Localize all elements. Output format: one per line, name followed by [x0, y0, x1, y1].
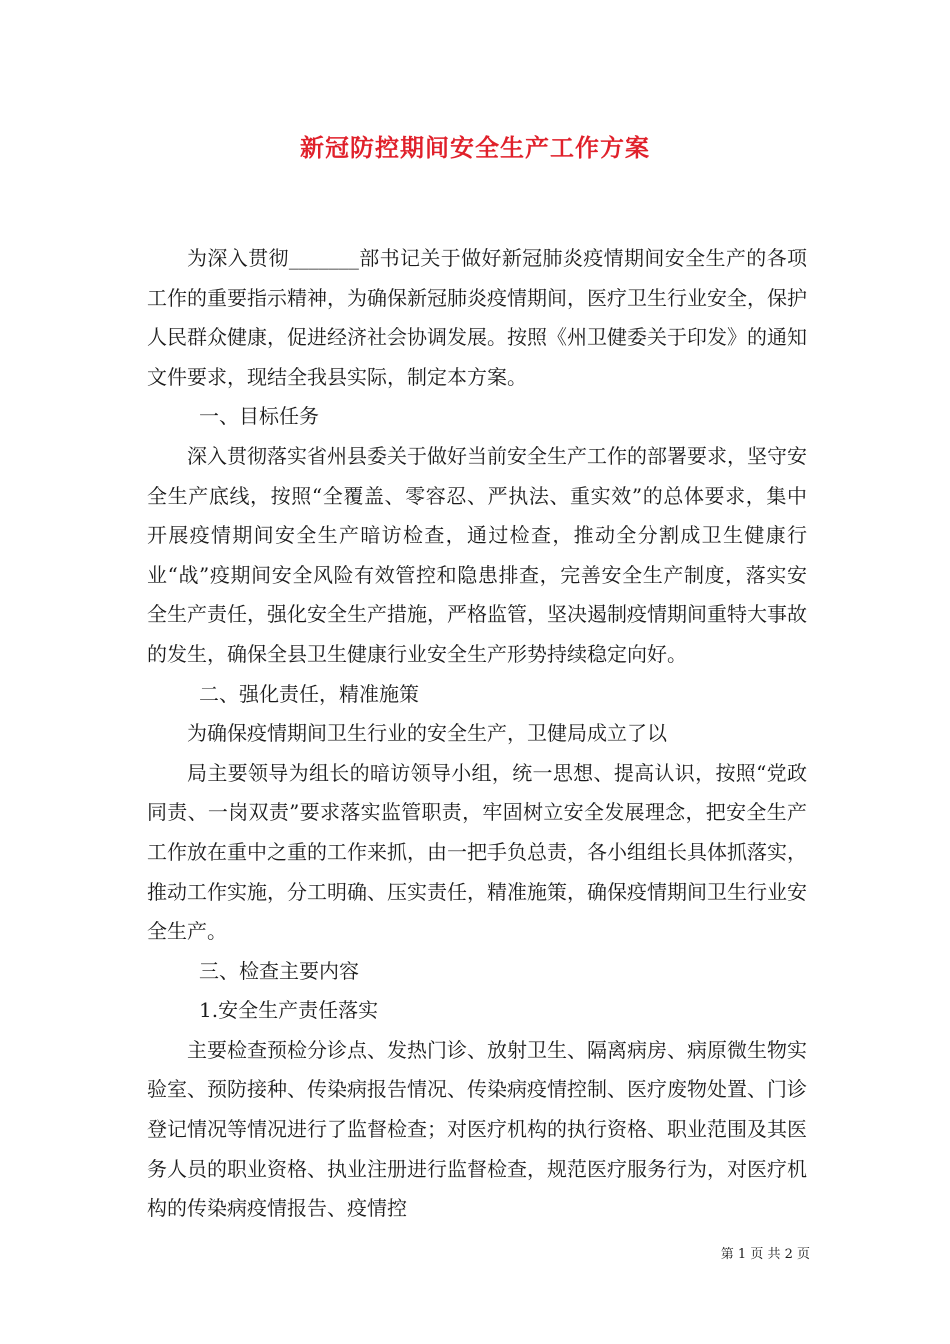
responsibility-paragraph-2: 局主要领导为组长的暗访领导小组，统一思想、提高认识，按照“党政同责、一岗双责”要求落实监管职责，牢固树立安全发展理念，把安全生产工作放在重中之重的工作来抓，由一把手负总责，各小组组长具体抓落实，推动工作实施，分工明确、压实责任，精准施策，确保疫情期间卫生行业安全生产。 — [147, 760, 807, 944]
section-heading-goals: 一、目标任务 — [199, 404, 319, 429]
responsibility-paragraph-1: 为确保疫情期间卫生行业的安全生产，卫健局成立了以 — [187, 721, 667, 746]
intro-paragraph: 为深入贯彻_______部书记关于做好新冠肺炎疫情期间安全生产的各项工作的重要指示精神，为确保新冠肺炎疫情期间，医疗卫生行业安全，保护人民群众健康，促进经济社会协调发展。按照《州卫健委关于印发》的通知文件要求，现结全我县实际，制定本方案。 — [147, 246, 807, 389]
document-body — [147, 239, 807, 1229]
page-number: 第 1 页 共 2 页 — [720, 1247, 810, 1262]
section-heading-inspection: 三、检查主要内容 — [199, 958, 359, 983]
document-title: 新冠防控期间安全生产工作方案 — [300, 133, 650, 162]
inspection-paragraph: 主要检查预检分诊点、发热门诊、放射卫生、隔离病房、病原微生物实验室、预防接种、传染病报告情况、传染病疫情控制、医疗废物处置、门诊登记情况等情况进行了监督检查；对医疗机构的执行资格、职业范围及其医务人员的职业资格、执业注册进行监督检查，规范医疗服务行为，对医疗机构的传染病疫情报告、疫情控 — [147, 1037, 807, 1221]
subsection-heading-safety: 1.安全生产责任落实 — [199, 998, 379, 1023]
section-heading-responsibility: 二、强化责任，精准施策 — [199, 681, 419, 706]
goals-paragraph: 深入贯彻落实省州县委关于做好当前安全生产工作的部署要求，坚守安全生产底线，按照“全覆盖、零容忍、严执法、重实效”的总体要求，集中开展疫情期间安全生产暗访检查，通过检查，推动全分割成卫生健康行业“战”疫期间安全风险有效管控和隐患排查，完善安全生产制度，落实安全生产责任，强化安全生产措施，严格监管，坚决遏制疫情期间重特大事故的发生，确保全县卫生健康行业安全生产形势持续稳定向好。 — [147, 443, 807, 666]
